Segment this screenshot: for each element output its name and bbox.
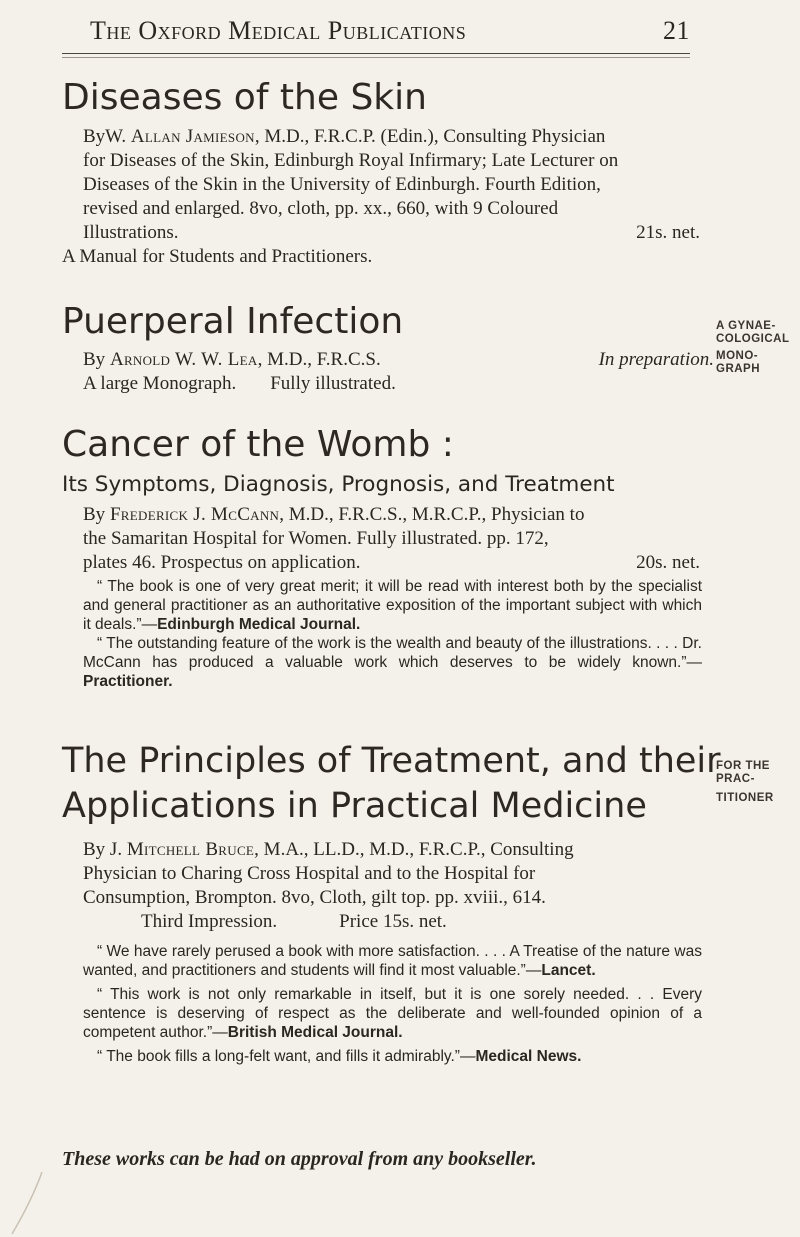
review-source: British Medical Journal. <box>227 1024 403 1041</box>
entry-price-line: Third Impression. Price 15s. net. <box>141 911 447 932</box>
author-name: Allan Jamieson <box>130 126 255 147</box>
author-name: Frederick J. McCann <box>109 504 280 525</box>
entry-author-line: By Frederick J. McCann, M.D., F.R.C.S., M.R.C.P., Physician to <box>83 504 585 525</box>
entry-text-line: revised and enlarged. 8vo, cloth, pp. xx., 660, with 9 Coloured <box>83 198 559 219</box>
review-source: Edinburgh Medical Journal. <box>157 616 361 633</box>
header-rule-thin <box>62 57 690 58</box>
entry-text-line: Diseases of the Skin in the University of Edinburgh. Fourth Edition, <box>83 174 601 195</box>
entry-author-line: ByW. Allan Jamieson, M.D., F.R.C.P. (Edin.), Consulting Physician <box>83 126 606 147</box>
entry-principles-of-treatment <box>62 741 721 1066</box>
entry-title: Diseases of the Skin <box>62 77 427 118</box>
review-quote: “ The book fills a long-felt want, and fills it admirably.”—Medical News. <box>97 1048 582 1065</box>
entry-title: Cancer of the Womb : <box>62 424 454 465</box>
entry-text-line: Consumption, Brompton. 8vo, Cloth, gilt top. pp. xviii., 614. <box>83 887 546 908</box>
entry-text-line: for Diseases of the Skin, Edinburgh Royal Infirmary; Late Lecturer on <box>83 150 619 171</box>
entry-text-line: Physician to Charing Cross Hospital and to the Hospital for <box>83 863 536 884</box>
price: 21s. net. <box>636 222 700 243</box>
status-note: In preparation. <box>598 349 714 370</box>
running-head-title: The Oxford Medical Publications <box>90 16 467 45</box>
entry-title-line-2: Applications in Practical Medicine <box>62 786 647 826</box>
entry-subtitle: A Manual for Students and Practitioners. <box>62 246 373 267</box>
entry-author-line: By J. Mitchell Bruce, M.A., LL.D., M.D., F.R.C.P., Consulting <box>83 839 574 860</box>
author-name: Mitchell Bruce <box>126 839 255 860</box>
review-quote: “ We have rarely perused a book with more satisfaction. . . . A Treatise of the nature was wanted, and practitioners and students will find it most valuable.”—Lancet. <box>83 943 702 979</box>
entry-price-line: Illustrations. 21s. net. <box>83 222 700 243</box>
margin-note-gynaecological: A GYNAE- COLOGICAL MONO- GRAPH <box>716 320 790 375</box>
margin-note-for-the-practitioner: FOR THE PRAC- TITIONER <box>716 760 774 804</box>
running-head <box>90 16 690 46</box>
entry-author-line: By Arnold W. W. Lea, M.D., F.R.C.S. In preparation. <box>83 349 714 370</box>
page-smudge-mark <box>8 1170 44 1236</box>
entry-subtitle: Its Symptoms, Diagnosis, Prognosis, and Treatment <box>62 472 615 497</box>
review-quote: “ This work is not only remarkable in itself, but it is one sorely needed. . . Every sentence is deserving of respect as the deliberate and well-founded opinion of a competent author.”—British Medical Journal. <box>83 986 702 1041</box>
review-source: Medical News. <box>475 1048 582 1065</box>
entry-body <box>83 348 714 396</box>
entry-puerperal-infection <box>62 301 714 396</box>
author-name: Arnold W. W. Lea <box>109 349 258 370</box>
entry-text-line: the Samaritan Hospital for Women. Fully illustrated. pp. 172, <box>83 528 549 549</box>
footer-note: These works can be had on approval from any bookseller. <box>62 1148 537 1170</box>
entry-body <box>83 838 702 1066</box>
entry-body <box>83 503 702 691</box>
review-source: Practitioner. <box>83 673 173 690</box>
header-rule <box>62 53 690 54</box>
entry-text-line: A large Monograph. Fully illustrated. <box>83 373 396 394</box>
price: 20s. net. <box>636 552 700 573</box>
entry-title-line-1: The Principles of Treatment, and their <box>62 741 721 781</box>
review-source: Lancet. <box>541 962 596 979</box>
entry-price-line: plates 46. Prospectus on application. 20s. net. <box>83 552 700 573</box>
page-number: 21 <box>663 16 690 45</box>
review-quote: “ The outstanding feature of the work is the wealth and beauty of the illustrations. . . . Dr. McCann has produced a valuable work which deserves to be widely known.”—Practitioner. <box>83 635 702 690</box>
entry-diseases-of-the-skin <box>62 77 702 269</box>
entry-body <box>83 125 702 245</box>
entry-title: Puerperal Infection <box>62 301 404 342</box>
entry-cancer-of-the-womb <box>62 424 702 691</box>
price: Price 15s. net. <box>339 911 447 932</box>
review-quote: “ The book is one of very great merit; it will be read with interest both by the specialist and general practitioner as an authoritative exposition of the important subject with which it deals.”—Edinburgh Medical Journal. <box>83 578 702 633</box>
